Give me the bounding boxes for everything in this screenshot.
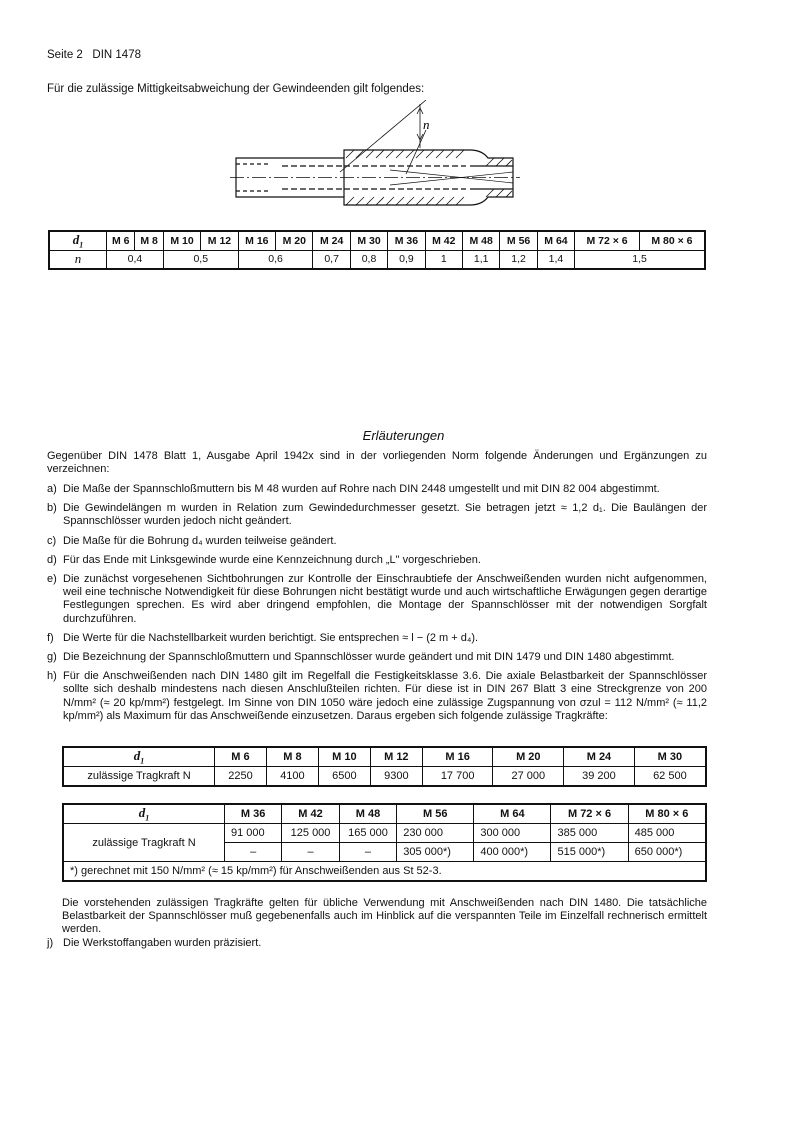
list-item: a) Die Maße der Spannschloßmuttern bis M 48 wurden auf Rohre nach DIN 2448 umgestellt und mit DIN 82 004 abgestimmt. (47, 483, 660, 495)
table-cell: M 10 (318, 747, 370, 767)
table-cell: 650 000*) (628, 843, 706, 862)
table-header-d1: $d_1$ (63, 747, 215, 767)
table-row (49, 231, 705, 250)
table-row (49, 250, 705, 269)
table-cell: M 12 (201, 231, 238, 250)
load-table-2 (62, 803, 707, 882)
table-cell: 485 000 (628, 824, 706, 843)
table-cell: 91 000 (225, 824, 282, 843)
list-item: e) Die zunächst vorgesehenen Sichtbohrungen zur Kontrolle der Einschraubtiefe der Anschweißenden wurden nicht aufgenommen, weil eine technische Notwendigkeit für diese Bohrungen nicht bestätigt wurde und auch wirtschaftliche Erwägungen gegen derartige Festlegungen sprechen. Es wird aber dringend empfohlen, die Montage der Spannschlösser mit der notwendigen Sorgfalt durchzuführen. (47, 573, 707, 625)
table-cell: 230 000 (397, 824, 474, 843)
table-cell: 62 500 (634, 767, 706, 787)
table-row (63, 804, 706, 824)
table-cell: 9300 (370, 767, 422, 787)
table-cell: M 20 (276, 231, 313, 250)
table-cell: 0,8 (350, 250, 387, 269)
table-row (63, 767, 706, 787)
table-cell: M 16 (238, 231, 275, 250)
table-cell: – (225, 843, 282, 862)
table-cell: 400 000*) (474, 843, 551, 862)
list-item: c) Die Maße für die Bohrung d₄ wurden teilweise geändert. (47, 534, 337, 547)
table-header-d1: $d_1$ (49, 231, 107, 250)
table-cell: M 56 (397, 804, 474, 824)
page-number: Seite 2 (47, 49, 83, 61)
table-cell: M 48 (463, 231, 500, 250)
table-cell: – (282, 843, 339, 862)
table-cell: M 6 (107, 231, 135, 250)
table-cell: 1,1 (463, 250, 500, 269)
table-cell: M 30 (350, 231, 387, 250)
list-item: j) Die Werkstoffangaben wurden präzisiert. (47, 937, 262, 949)
table-cell: – (339, 843, 396, 862)
table-cell: M 56 (500, 231, 537, 250)
table-cell: 1,5 (575, 250, 705, 269)
load-table-1 (62, 746, 707, 787)
table-cell: 165 000 (339, 824, 396, 843)
table-cell: M 8 (135, 231, 163, 250)
table-cell: 1,2 (500, 250, 537, 269)
closing-paragraph: Die vorstehenden zulässigen Tragkräfte gelten für übliche Verwendung mit Anschweißenden nach DIN 1480. Die tatsächliche Belastbarkeit der Spannschlösser muß gegebenenfalls auch im Hinblick auf die verspannten Teile im Einzelfall rechnerisch ermittelt werden. (62, 897, 707, 936)
table-cell: M 42 (282, 804, 339, 824)
table-cell: M 72 × 6 (575, 231, 640, 250)
table-cell: 305 000*) (397, 843, 474, 862)
table-cell: M 12 (370, 747, 422, 767)
table-cell: 125 000 (282, 824, 339, 843)
table-row (63, 747, 706, 767)
table-cell: M 80 × 6 (628, 804, 706, 824)
table-cell: M 20 (493, 747, 564, 767)
lead-paragraph: Gegenüber DIN 1478 Blatt 1, Ausgabe April 1942x sind in der vorliegenden Norm folgende Änderungen und Ergänzungen zu verzeichnen: (47, 450, 707, 476)
table-cell: 4100 (266, 767, 318, 787)
table-cell: M 64 (537, 231, 574, 250)
table-cell: 0,6 (238, 250, 313, 269)
table-cell: 515 000*) (551, 843, 628, 862)
table-cell: 0,5 (163, 250, 238, 269)
table-row (63, 824, 706, 843)
table-cell: M 36 (225, 804, 282, 824)
table-cell: 0,7 (313, 250, 350, 269)
explanations-body (47, 450, 707, 729)
table-cell: M 64 (474, 804, 551, 824)
list-item: f) Die Werte für die Nachstellbarkeit wurden berichtigt. Sie entsprechen ≈ l − (2 m + d₄). (47, 631, 479, 644)
standard-id: DIN 1478 (92, 49, 141, 61)
list-item: d) Für das Ende mit Linksgewinde wurde eine Kennzeichnung durch „L" vorgeschrieben. (47, 553, 481, 566)
list-item: g) Die Bezeichnung der Spannschloßmuttern und Spannschlösser wurde geändert und mit DIN 1479 und DIN 1480 abgestimmt. (47, 651, 675, 664)
table-header-n: n (49, 250, 107, 269)
table-cell: M 80 × 6 (639, 231, 705, 250)
table-cell: M 72 × 6 (551, 804, 628, 824)
table-row (63, 862, 706, 882)
table-cell: M 24 (313, 231, 350, 250)
row-label: zulässige Tragkraft N (63, 767, 215, 787)
table-cell: 2250 (215, 767, 267, 787)
list-item: b) Die Gewindelängen m wurden in Relation zum Gewindedurchmesser gesetzt. Sie betragen jetzt ≈ 1,2 d₁. Die Baulängen der Spannschlösser wurden jedoch nicht geändert. (47, 502, 707, 528)
page-header (47, 49, 141, 61)
table-cell: M 24 (564, 747, 635, 767)
row-label: zulässige Tragkraft N (63, 824, 225, 862)
table-cell: 1 (425, 250, 462, 269)
eccentricity-table (48, 230, 706, 270)
table-cell: M 6 (215, 747, 267, 767)
figure-label-n: n (423, 117, 430, 132)
table-cell: M 16 (422, 747, 493, 767)
table-cell: 385 000 (551, 824, 628, 843)
table-cell: 17 700 (422, 767, 493, 787)
table-cell: M 42 (425, 231, 462, 250)
table-cell: 0,4 (107, 250, 164, 269)
table-cell: 6500 (318, 767, 370, 787)
table-cell: M 30 (634, 747, 706, 767)
intro-text: Für die zulässige Mittigkeitsabweichung der Gewindeenden gilt folgendes: (47, 83, 425, 95)
table-cell: 39 200 (564, 767, 635, 787)
table-footnote: *) gerechnet mit 150 N/mm² (≈ 15 kp/mm²) für Anschweißenden aus St 52-3. (63, 862, 706, 882)
eccentricity-drawing (230, 100, 530, 212)
table-cell: M 10 (163, 231, 200, 250)
table-cell: 300 000 (474, 824, 551, 843)
section-title: Erläuterungen (362, 428, 445, 443)
table-cell: 1,4 (537, 250, 574, 269)
table-cell: 27 000 (493, 767, 564, 787)
table-cell: M 48 (339, 804, 396, 824)
table-cell: 0,9 (388, 250, 425, 269)
table-cell: M 36 (388, 231, 425, 250)
table-cell: M 8 (266, 747, 318, 767)
table-header-d1: $d_1$ (63, 804, 225, 824)
list-item: h) Für die Anschweißenden nach DIN 1480 gilt im Regelfall die Festigkeitsklasse 3.6. Die axiale Belastbarkeit der Spannschlösser sollte sich deshalb mindestens nach diesen Anschlußteilen richten. Für diese ist in DIN 267 Blatt 3 eine Streckgrenze von 200 N/mm² (≈ 20 kp/mm²) festgelegt. Im Sinne von DIN 1050 wäre jedoch eine zulässige Zugspannung von σzul = 112 N/mm² (≈ 11,2 kp/mm²) als Maximum für das Anschweißende einzusetzen. Daraus ergeben sich folgende zulässige Tragkräfte: (47, 670, 707, 722)
